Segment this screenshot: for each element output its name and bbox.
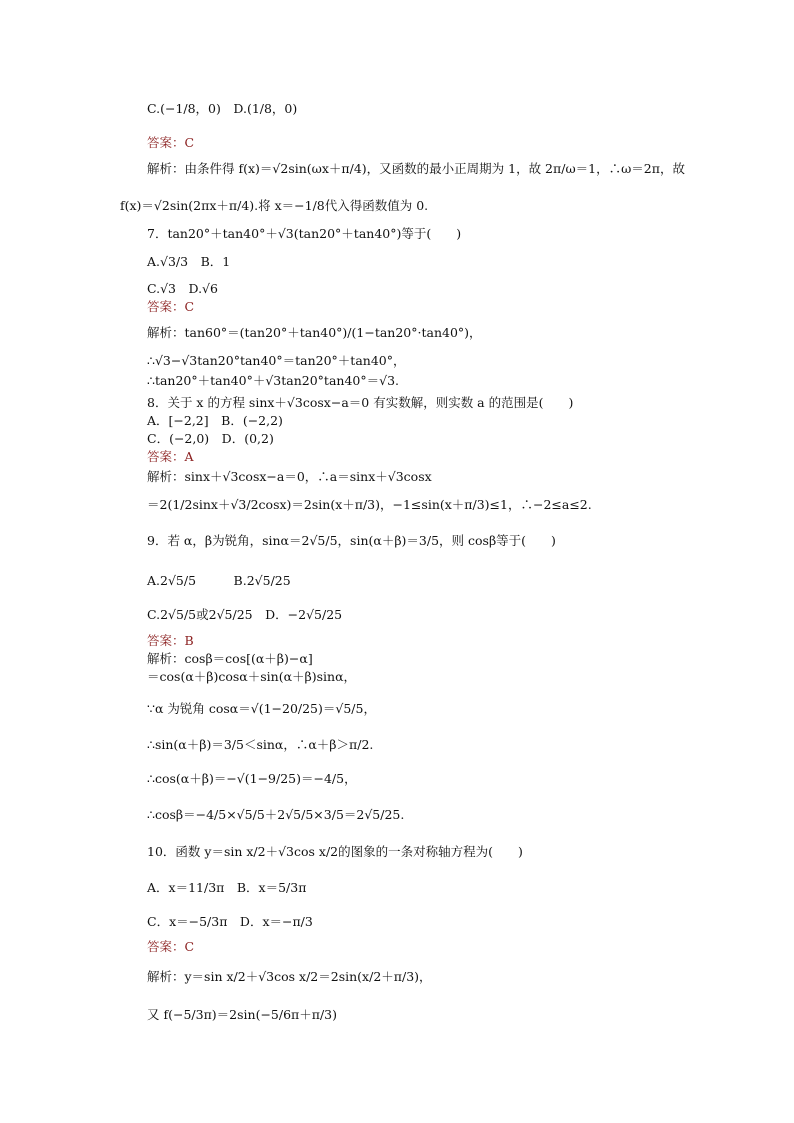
text-line: A．x＝11/3π B．x＝5/3π	[147, 880, 307, 895]
text-line: ∴cosβ＝−4/5×√5/5＋2√5/5×3/5＝2√5/25.	[147, 807, 405, 822]
text-line: A．[−2,2] B．(−2,2)	[147, 413, 283, 428]
text-line: ∴tan20°＋tan40°＋√3tan20°tan40°＝√3.	[147, 373, 399, 388]
text-line: C．x＝−5/3π D．x＝−π/3	[147, 914, 313, 929]
answer-line: 答案：C	[147, 299, 195, 314]
text-line: 10．函数 y＝sin x/2＋√3cos x/2的图象的一条对称轴方程为( )	[147, 844, 523, 859]
text-line: 7．tan20°＋tan40°＋√3(tan20°＋tan40°)等于( )	[147, 226, 462, 241]
answer-line: 答案：A	[147, 449, 194, 464]
text-line: A.2√5/5 B.2√5/25	[147, 573, 291, 588]
text-line: f(x)＝√2sin(2πx＋π/4).将 x＝−1/8代入得函数值为 0.	[120, 198, 429, 213]
answer-line: 答案：C	[147, 135, 195, 150]
text-line: C.(−1/8，0) D.(1/8，0)	[147, 101, 298, 116]
text-line: 又 f(−5/3π)＝2sin(−5/6π＋π/3)	[147, 1007, 338, 1022]
answer-line: 答案：C	[147, 939, 195, 954]
text-line: ∵α 为锐角 cosα＝√(1−20/25)＝√5/5，	[147, 701, 376, 716]
text-line: 解析：y＝sin x/2＋√3cos x/2＝2sin(x/2＋π/3)，	[147, 969, 432, 984]
text-line: ∴sin(α＋β)＝3/5＜sinα，∴α＋β＞π/2.	[147, 737, 374, 752]
text-line: C.√3 D.√6	[147, 281, 218, 296]
text-line: 解析：sinx＋√3cosx−a＝0，∴a＝sinx＋√3cosx	[147, 469, 432, 484]
text-line: 8．关于 x 的方程 sinx＋√3cosx−a＝0 有实数解，则实数 a 的范围是( )	[147, 395, 574, 410]
text-line: ＝2(1/2sinx＋√3/2cosx)＝2sin(x＋π/3)，−1≤sin(x＋π/3)≤1，∴−2≤a≤2.	[147, 497, 592, 512]
text-line: 解析：tan60°＝(tan20°＋tan40°)/(1−tan20°·tan40°)，	[147, 325, 482, 340]
text-line: C．(−2,0) D．(0,2)	[147, 431, 274, 446]
text-line: ∴cos(α＋β)＝−√(1−9/25)＝−4/5，	[147, 771, 357, 786]
answer-line: 答案：B	[147, 633, 194, 648]
text-line: 9．若 α，β为锐角，sinα＝2√5/5，sin(α＋β)＝3/5，则 cosβ等于( )	[147, 533, 556, 548]
text-line: ∴√3−√3tan20°tan40°＝tan20°＋tan40°，	[147, 353, 406, 368]
text-line: C.2√5/5或2√5/25 D．−2√5/25	[147, 607, 343, 622]
text-line: 解析：cosβ＝cos[(α＋β)−α]	[147, 651, 313, 666]
text-line: 解析：由条件得 f(x)＝√2sin(ωx＋π/4)，又函数的最小正周期为 1，故 2π/ω＝1，∴ω＝2π，故	[147, 161, 685, 176]
text-line: ＝cos(α＋β)cosα＋sin(α＋β)sinα，	[147, 669, 357, 684]
text-line: A.√3/3 B．1	[147, 254, 231, 269]
